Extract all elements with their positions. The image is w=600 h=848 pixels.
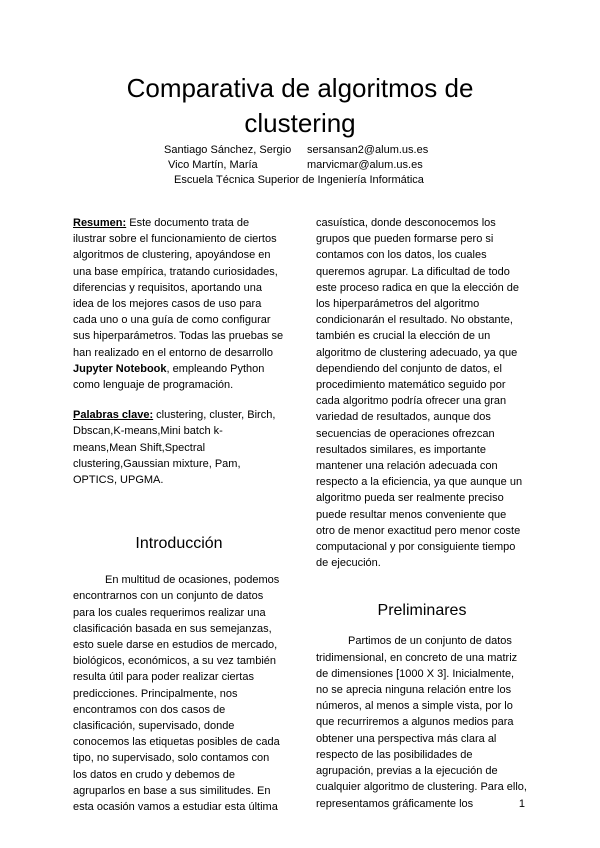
keywords-text: clustering, cluster, Birch, Dbscan,K-means,Mini batch k-means,Mean Shift,Spectral clustering,Gaussian mixture, Pam, OPTICS, UPGMA. xyxy=(73,409,276,487)
preliminaries-paragraph: Partimos de un conjunto de datos tridimensional, en concreto de una matriz de dimensiones [1000 X 3]. Inicialmente, no se aprecia ninguna relación entre los números, al menos a simple vista, por lo que recurriremos a algunos medios para obtener una perspectiva más clara al respecto de las posibilidades de agrupación, previas a la ejecución de cualquier algoritmo de clustering. Para ello, representamos gráficamente los xyxy=(316,635,527,810)
institution: Escuela Técnica Superior de Ingeniería Informática xyxy=(174,174,424,186)
preliminaries-heading: Preliminares xyxy=(377,602,467,620)
introduction-heading: Introducción xyxy=(135,535,223,553)
author-email: marvicmar@alum.us.es xyxy=(307,159,423,171)
keywords xyxy=(73,407,285,488)
keywords-label: Palabras clave: xyxy=(73,409,154,422)
author-name: Santiago Sánchez, Sergio xyxy=(164,144,292,156)
author-block xyxy=(140,143,480,188)
author-row xyxy=(140,158,480,173)
author-row xyxy=(140,143,480,158)
right-column xyxy=(316,215,528,812)
author-email: sersansan2@alum.us.es xyxy=(307,144,429,156)
paper-title: Comparativa de algoritmos de clustering xyxy=(126,73,474,138)
abstract-bold-term: Jupyter Notebook xyxy=(73,362,167,375)
left-column xyxy=(73,215,285,815)
page-number: 1 xyxy=(518,798,525,810)
author-name: Vico Martín, María xyxy=(168,159,258,171)
abstract-label: Resumen: xyxy=(73,217,127,229)
abstract xyxy=(73,215,285,393)
introduction-continuation: casuística, donde desconocemos los grupos que pueden formarse pero si contamos con los datos, los cuales queremos agrupar. La dificultad de todo este proceso radica en que la elección de los hiperparámetros del algoritmo condicionarán el resultado. No obstante, también es crucial la elección de un algoritmo de clustering adecuado, ya que dependiendo del conjunto de datos, el procedimiento matemático seguido por cada algoritmo podría ofrecer una gran variedad de resultados, aunque dos secuencias de operaciones ofrezcan resultados similares, es importante mantener una relación adecuada con respecto a la eficiencia, ya que aunque un algoritmo pueda ser realmente preciso puede resultar menos conveniente que otro de menor exactitud pero menor coste computacional y por consiguiente tiempo de ejecución. xyxy=(316,217,523,570)
introduction-paragraph: En multitud de ocasiones, podemos encontrarnos con un conjunto de datos para los cuales requerimos realizar una clasificación basada en sus semejanzas, esto suele darse en estudios de mercado, biológicos, económicos, a su vez también resulta útil para poder realizar ciertas predicciones. Principalmente, nos encontramos con dos casos de clasificación, supervisado, donde conocemos las etiquetas posibles de cada tipo, no supervisado, solo contamos con los datos en crudo y debemos de agruparlos en base a sus similitudes. En esta ocasión vamos a estudiar esta última xyxy=(73,574,280,814)
abstract-text-end: , empleando Python como lenguaje de programación. xyxy=(73,362,265,392)
abstract-text: Este documento trata de ilustrar sobre el funcionamiento de ciertos algoritmos de clustering, apoyándose en una base empírica, tratando curiosidades, diferencias y requisitos, aportando una idea de los mejores casos de uso para cada uno o una guía de como configurar sus hiperparámetros. Todas las pruebas se han realizado en el entorno de desarrollo xyxy=(73,217,284,359)
